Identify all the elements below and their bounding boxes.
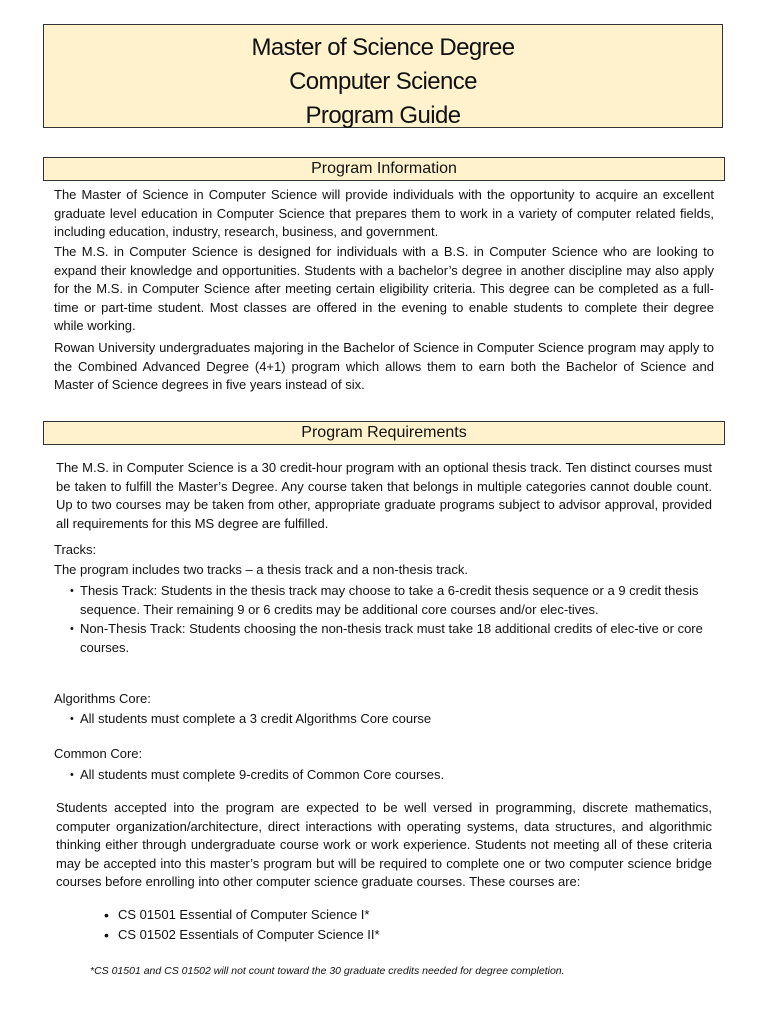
- title-line-1: Master of Science Degree: [251, 34, 515, 61]
- algorithms-core-list: [70, 710, 704, 730]
- list-item: • CS 01502 Essentials of Computer Science II*: [104, 926, 604, 945]
- footnote: *CS 01501 and CS 01502 will not count toward the 30 graduate credits needed for degree completion.: [90, 965, 565, 977]
- program-requirements-header: Program Requirements: [43, 421, 725, 445]
- bridge-courses-list: [104, 906, 604, 945]
- algorithms-core-label: Algorithms Core:: [54, 691, 151, 706]
- info-paragraph-3: Rowan University undergraduates majoring in the Bachelor of Science in Computer Science program may apply to the Combined Advanced Degree (4+1) program which allows them to earn both the Bachelor of Science and Master of Science degrees in five years instead of six.: [54, 340, 714, 392]
- list-item: • Non-Thesis Track: Students choosing the non-thesis track must take 18 additional credits of elec-tive or core courses.: [70, 620, 704, 657]
- tracks-list: [70, 582, 704, 658]
- list-item: • All students must complete a 3 credit Algorithms Core course: [70, 710, 704, 729]
- requirements-intro: The M.S. in Computer Science is a 30 credit-hour program with an optional thesis track. Ten distinct courses must be taken to fulfill the Master’s Degree. Any course taken that belongs in multiple categories cannot double count. Up to two courses may be taken from other, appropriate graduate programs subject to advisor approval, provided all requirements for this MS degree are fulfilled.: [56, 460, 712, 531]
- common-core-label: Common Core:: [54, 746, 143, 761]
- common-core-list: [70, 766, 704, 786]
- list-item: • All students must complete 9-credits of Common Core courses.: [70, 766, 704, 785]
- title-line-3: Program Guide: [305, 102, 461, 129]
- tracks-intro: The program includes two tracks – a thesis track and a non-thesis track.: [54, 562, 469, 577]
- list-item: • Thesis Track: Students in the thesis track may choose to take a 6-credit thesis sequence or a 9 credit thesis sequence. Their remaining 9 or 6 credits may be additional core courses and/or elec-tives.: [70, 582, 704, 619]
- title-box: [43, 24, 723, 128]
- tracks-label: Tracks:: [54, 542, 97, 557]
- program-information-header: Program Information: [43, 157, 725, 181]
- prerequisites-paragraph: Students accepted into the program are expected to be well versed in programming, discrete mathematics, computer organization/architecture, direct interactions with operating systems, data structures, and algorithmic thinking either through undergraduate course work or work experience. Students not meeting all of these criteria may be accepted into this master’s program but will be required to complete one or two computer science bridge courses before enrolling into other computer science graduate courses. These courses are:: [56, 800, 712, 889]
- list-item: • CS 01501 Essential of Computer Science I*: [104, 906, 604, 925]
- info-paragraph-2: The M.S. in Computer Science is designed for individuals with a B.S. in Computer Science who are looking to expand their knowledge and opportunities. Students with a bachelor’s degree in another discipline may also apply for the M.S. in Computer Science after meeting certain eligibility criteria. This degree can be completed as a full-time or part-time student. Most classes are offered in the evening to enable students to complete their degree while working.: [54, 244, 714, 333]
- title-line-2: Computer Science: [289, 68, 477, 95]
- info-paragraph-1: The Master of Science in Computer Science will provide individuals with the opportunity to acquire an excellent graduate level education in Computer Science that prepares them to work in a variety of computer related fields, including education, industry, research, business, and government.: [54, 187, 714, 239]
